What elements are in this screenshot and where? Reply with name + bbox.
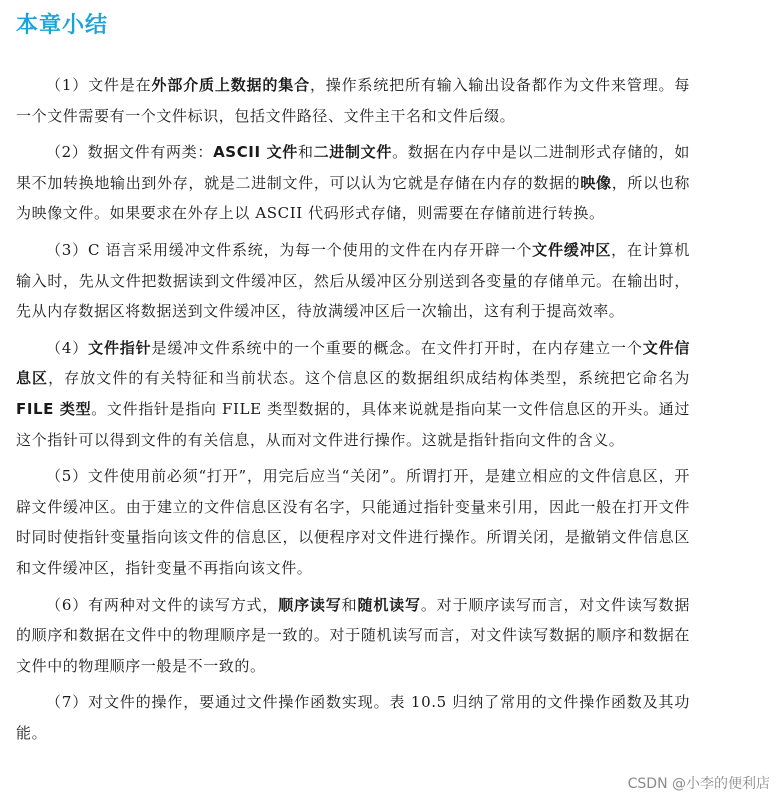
text-run: 和 xyxy=(297,143,314,162)
summary-paragraph-7 xyxy=(16,687,690,748)
bold-term: 文件信息区 xyxy=(16,338,691,388)
bold-term: 文件缓冲区 xyxy=(532,240,612,259)
text-run: （3）C 语言采用缓冲文件系统，为每一个使用的文件在内存开辟一个 xyxy=(46,240,533,259)
summary-paragraph-1 xyxy=(16,70,690,131)
bold-term: 映像 xyxy=(580,173,612,192)
bold-term: 外部介质上数据的集合 xyxy=(151,76,310,94)
text-run: ，存放文件的有关特征和当前状态。这个信息区的数据组织成结构体类型，系统把它命名为 xyxy=(48,369,690,388)
text-run: （6）有两种对文件的读写方式， xyxy=(46,595,279,614)
summary-paragraph-2 xyxy=(16,137,690,229)
text-run: ，在计算机输入时，先从文件把数据读到文件缓冲区，然后从缓冲区分别送到各变量的存储单元。在输出时，先从内存数据区将数据送到文件缓冲区，待放满缓冲区后一次输出，这有利于提高效率。 xyxy=(16,240,690,321)
text-run: ，操作系统把所有输入输出设备都作为文件来管理。每一个文件需要有一个文件标识，包括文件路径、文件主干名和文件后缀。 xyxy=(16,76,690,125)
summary-paragraph-4 xyxy=(16,333,690,455)
summary-paragraph-6 xyxy=(16,590,690,682)
bold-term: 随机读写 xyxy=(357,595,421,614)
page-title: 本章小结 xyxy=(16,12,109,38)
text-run: （4） xyxy=(46,338,89,357)
summary-content xyxy=(16,70,690,754)
summary-paragraph-3 xyxy=(16,235,690,327)
text-run: 是缓冲文件系统中的一个重要的概念。在文件打开时，在内存建立一个 xyxy=(151,338,643,357)
bold-term: 二进制文件 xyxy=(313,143,393,162)
watermark: CSDN @小李的便利店 xyxy=(627,776,770,792)
bold-term: ASCII 文件 xyxy=(213,143,298,162)
text-run: 。文件指针是指向 FILE 类型数据的，具体来说就是指向某一文件信息区的开头。通过这个指针可以得到文件的有关信息，从而对文件进行操作。这就是指针指向文件的含义。 xyxy=(16,399,690,449)
bold-term: 顺序读写 xyxy=(278,595,342,614)
text-run: （1）文件是在 xyxy=(46,76,152,94)
text-run: 。数据在内存中是以二进制形式存储的，如果不加转换地输出到外存，就是二进制文件，可以认为它就是存储在内存的数据的 xyxy=(16,143,690,192)
text-run: （2）数据文件有两类： xyxy=(46,143,214,162)
text-run: 和 xyxy=(341,595,358,614)
text-run: （5）文件使用前必须“打开”，用完后应当“关闭”。所谓打开，是建立相应的文件信息区，开辟文件缓冲区。由于建立的文件信息区没有名字，只能通过指针变量来引用，因此一般在打开文件时同时使指针变量指向该文件的信息区，以便程序对文件进行操作。所谓关闭，是撤销文件信息区和文件缓冲区，指针变量不再指向该文件。 xyxy=(16,467,690,577)
text-run: ，所以也称为映像文件。如果要求在外存上以 ASCII 代码形式存储，则需要在存储前进行转换。 xyxy=(16,173,690,223)
text-run: 。对于顺序读写而言，对文件读写数据的顺序和数据在文件中的物理顺序是一致的。对于随机读写而言，对文件读写数据的顺序和数据在文件中的物理顺序一般是不一致的。 xyxy=(16,595,691,675)
summary-paragraph-5 xyxy=(16,461,690,583)
bold-term: 文件指针 xyxy=(88,338,152,357)
bold-term: FILE 类型 xyxy=(16,399,92,418)
text-run: （7）对文件的操作，要通过文件操作函数实现。表 10.5 归纳了常用的文件操作函数及其功能。 xyxy=(16,693,690,742)
